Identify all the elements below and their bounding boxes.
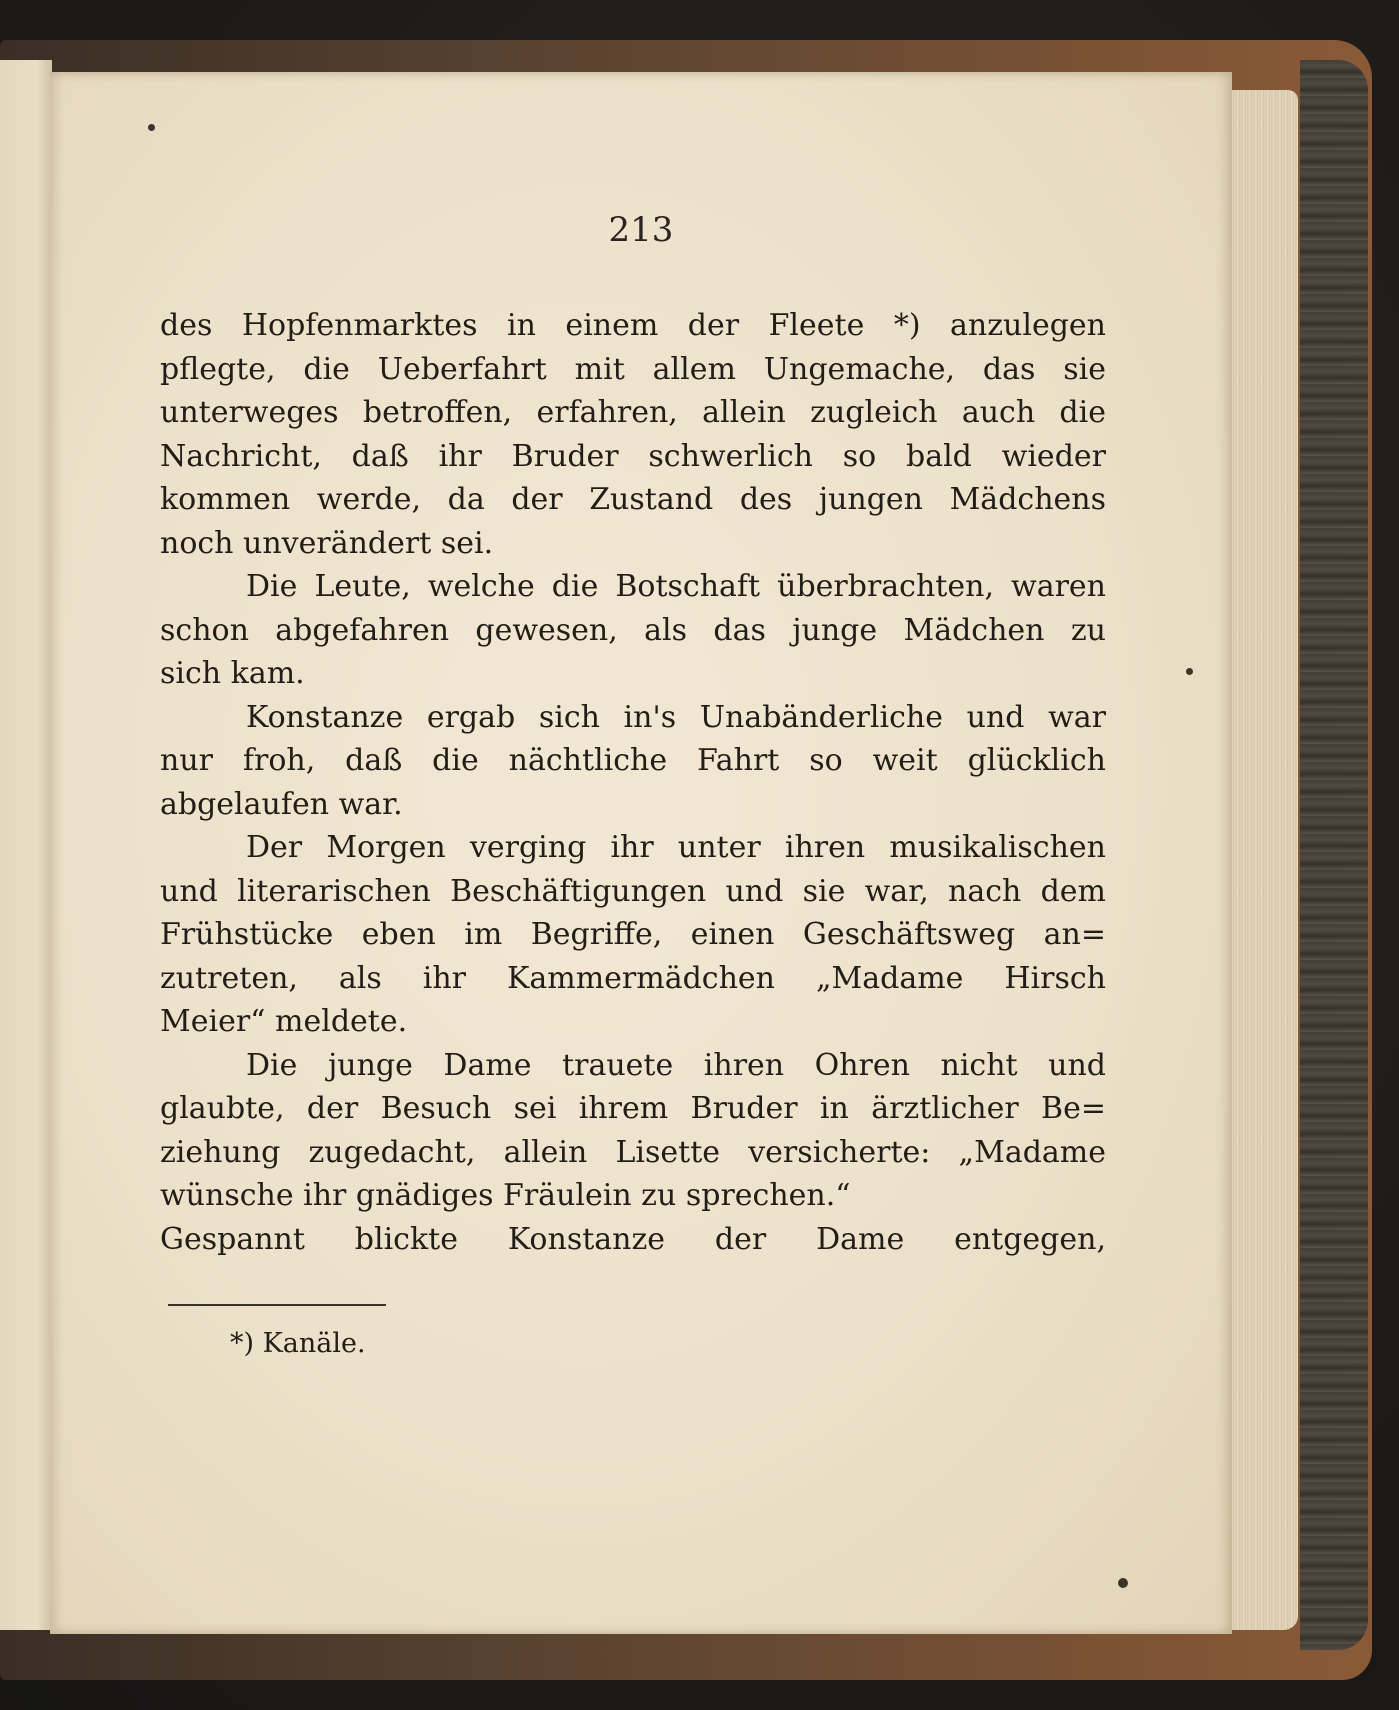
- text-line: glaubte, der Besuch sei ihrem Bruder in ärztlicher Be=: [160, 1091, 1106, 1126]
- book-page: [50, 72, 1232, 1634]
- paper-speck: [1186, 668, 1193, 675]
- page-number: 213: [608, 210, 674, 250]
- text-line: Die junge Dame trauete ihren Ohren nicht und: [246, 1047, 1106, 1083]
- paper-speck: [1118, 1578, 1128, 1588]
- text-line: Gespannt blickte Konstanze der Dame entgegen,: [160, 1221, 1106, 1257]
- footnote: *) Kanäle.: [230, 1328, 366, 1359]
- text-line: unterweges betroffen, erfahren, allein zugleich auch die: [160, 395, 1106, 430]
- footnote-rule: [168, 1304, 386, 1306]
- text-line: schon abgefahren gewesen, als das junge Mädchen zu: [160, 612, 1106, 648]
- text-line: Die Leute, welche die Botschaft überbrachten, waren: [246, 569, 1106, 604]
- text-line: sich kam.: [160, 656, 305, 691]
- text-line: kommen werde, da der Zustand des jungen Mädchens: [160, 482, 1106, 517]
- body-text: [160, 304, 1106, 1261]
- text-line: nur froh, daß die nächtliche Fahrt so weit glücklich: [160, 743, 1106, 778]
- text-line: und literarischen Beschäftigungen und sie war, nach dem: [160, 873, 1106, 909]
- text-line: wünsche ihr gnädiges Fräulein zu sprechen.“: [160, 1178, 851, 1213]
- text-line: Konstanze ergab sich in's Unabänderliche und war: [246, 699, 1106, 735]
- text-line: Nachricht, daß ihr Bruder schwerlich so bald wieder: [160, 438, 1106, 474]
- text-line: ziehung zugedacht, allein Lisette versicherte: „Madame: [160, 1134, 1106, 1170]
- text-line: Der Morgen verging ihr unter ihren musikalischen: [246, 830, 1106, 865]
- text-line: abgelaufen war.: [160, 786, 403, 822]
- page-stack-edge: [1228, 90, 1298, 1630]
- text-line: Meier“ meldete.: [160, 1004, 408, 1039]
- text-line: Frühstücke eben im Begriffe, einen Geschäftsweg an=: [160, 917, 1106, 952]
- cover-edge: [1300, 60, 1368, 1650]
- text-line: noch unverändert sei.: [160, 525, 494, 561]
- text-line: des Hopfenmarktes in einem der Fleete *) anzulegen: [160, 308, 1106, 343]
- paper-speck: [148, 124, 155, 131]
- text-line: zutreten, als ihr Kammermädchen „Madame Hirsch: [160, 960, 1106, 996]
- previous-page-edge: [0, 60, 52, 1630]
- text-line: pflegte, die Ueberfahrt mit allem Ungemache, das sie: [160, 351, 1106, 387]
